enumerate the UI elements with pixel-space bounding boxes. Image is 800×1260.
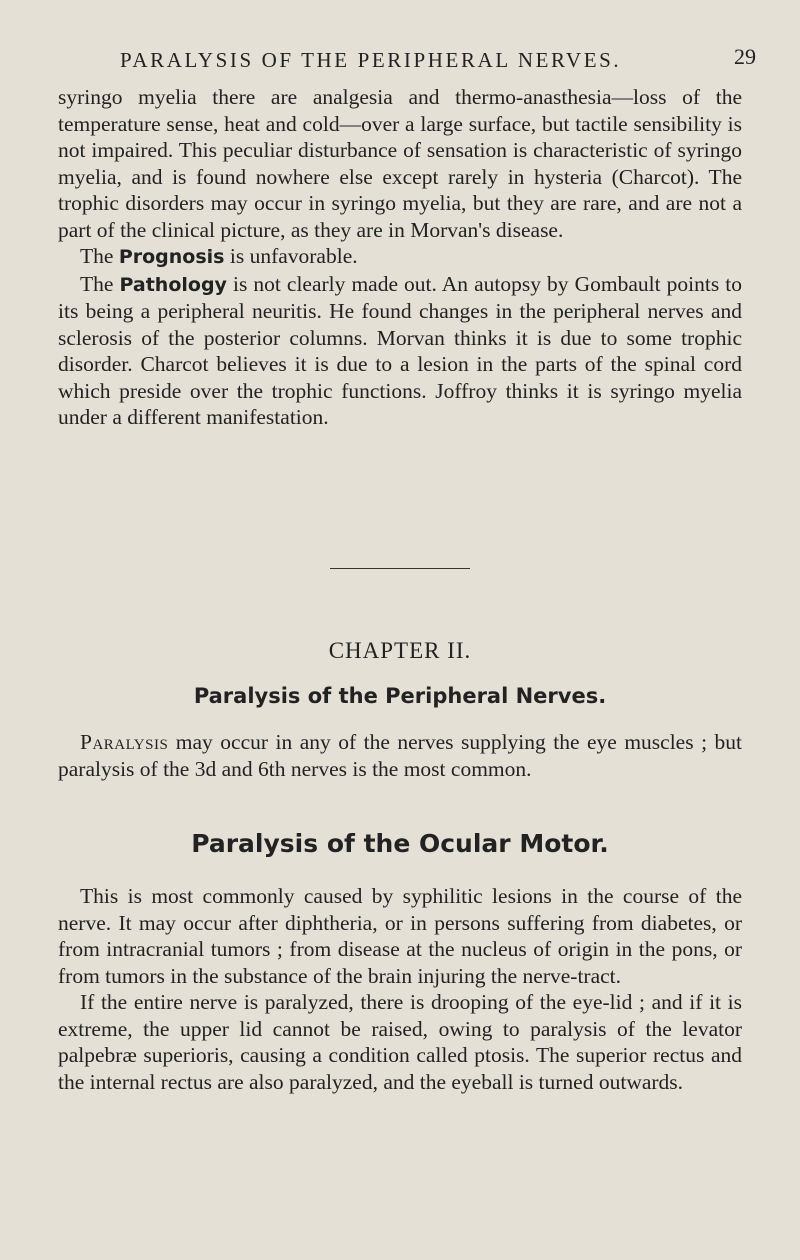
chapter-intro-lead: Paralysis: [80, 730, 169, 754]
prognosis-label: Prognosis: [118, 246, 225, 268]
ocular-section: [58, 883, 742, 1095]
section-divider: [330, 568, 470, 569]
syringomyelia-paragraph: syringo myelia there are analgesia and thermo-anasthesia—loss of the temperature sense, heat and cold—over a large surface, but tactile sensibility is not impaired. This peculiar disturbance of sensation is characteristic of syringo myelia, and is found nowhere else except rarely in hysteria (Charcot). The trophic disorders may occur in syringo myelia, but they are rare, and are not a part of the clinical picture, as they are in Morvan's disease.: [58, 85, 742, 242]
running-title: PARALYSIS OF THE PERIPHERAL NERVES.: [120, 48, 622, 72]
prognosis-paragraph: [58, 243, 742, 271]
ocular-ptosis-paragraph: If the entire nerve is paralyzed, there is drooping of the eye-lid ; and if it is extreme, the upper lid cannot be raised, owing to paralysis of the levator palpebræ superioris, causing a condition called ptosis. The superior rectus and the internal rectus are also paralyzed, and the eyeball is turned outwards.: [58, 990, 742, 1094]
top-section: [58, 84, 742, 431]
chapter-intro-paragraph: [58, 729, 742, 782]
pathology-lead: The: [80, 271, 120, 296]
ocular-causes-paragraph: This is most commonly caused by syphilitic lesions in the course of the nerve. It may occur after diphtheria, or in persons suffering from diabetes, or from intracranial tumors ; from disease at the nucleus of origin in the pons, or from tumors in the substance of the brain injuring the nerve-tract.: [58, 884, 742, 988]
pathology-paragraph: [58, 271, 742, 431]
pathology-text: is not clearly made out. An autopsy by Gombault points to its being a peripheral neuritis. He found changes in the peripheral nerves and sclerosis of the posterior columns. Morvan thinks it is due to some trophic disorder. Charcot believes it is due to a lesion in the parts of the spinal cord which preside over the trophic functions. Joffroy thinks it is syringo myelia under a different manifestation.: [58, 271, 742, 429]
page-number: 29: [734, 44, 756, 69]
chapter-intro: [58, 729, 742, 782]
prognosis-lead: The: [80, 244, 119, 268]
chapter-intro-text: may occur in any of the nerves supplying the eye muscles ; but paralysis of the 3d and 6th nerves is the most common.: [58, 730, 742, 781]
chapter-subtitle: Paralysis of the Peripheral Nerves.: [193, 684, 607, 708]
pathology-label: Pathology: [119, 273, 227, 296]
prognosis-text: is unfavorable.: [224, 244, 358, 268]
ocular-section-heading: Paralysis of the Ocular Motor.: [191, 829, 609, 858]
chapter-title: CHAPTER II.: [328, 638, 472, 663]
